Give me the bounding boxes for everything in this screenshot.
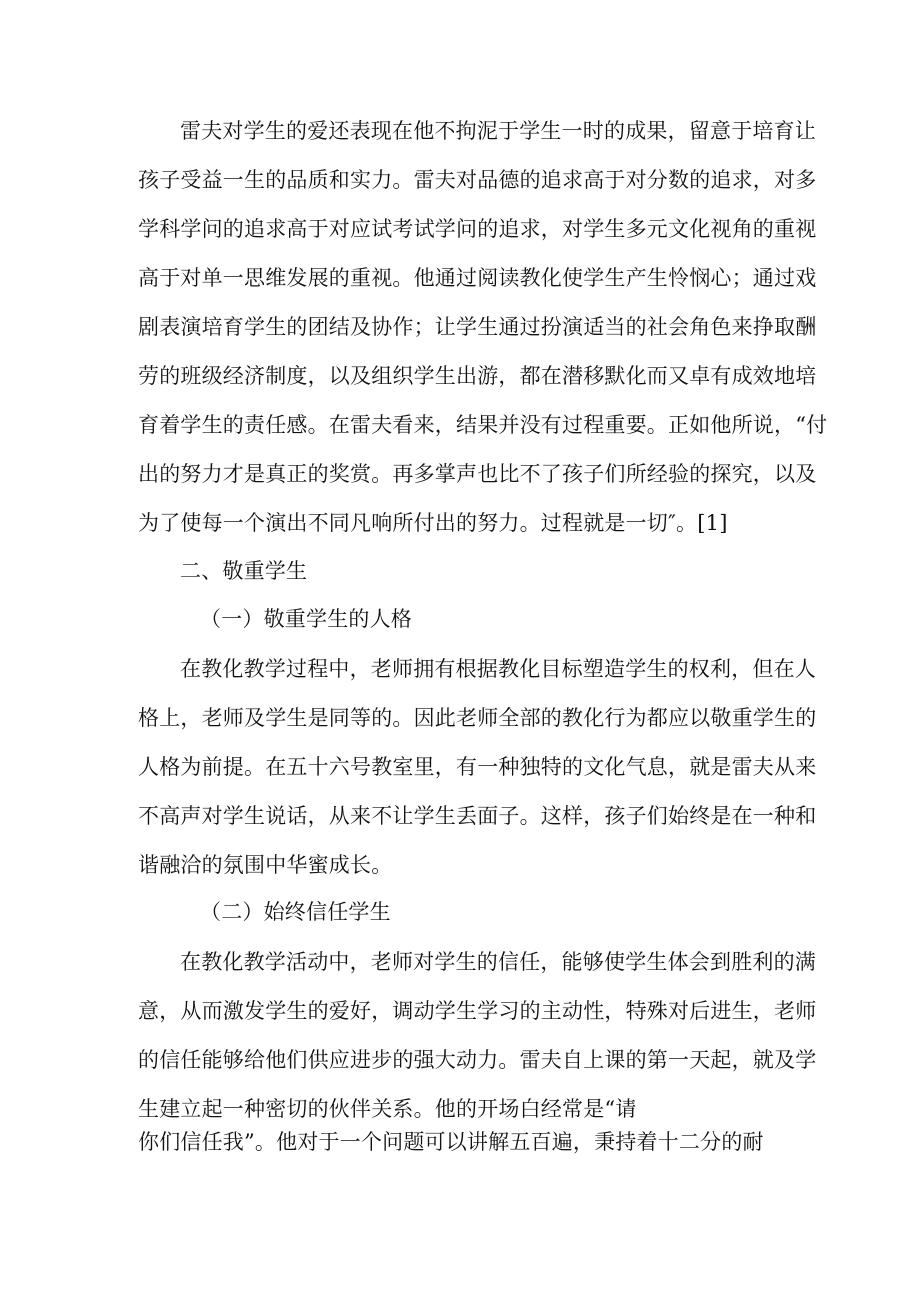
paragraph-3-line-1: 在教化教学活动中，老师对学生的信任，能够使学生体会到胜利的满: [180, 950, 816, 974]
paragraph-2-line-5: 谐融洽的氛围中华蜜成长。: [138, 853, 393, 877]
paragraph-2-line-4: 不高声对学生说话，从来不让学生丢面子。这样，孩子们始终是在一种和: [138, 804, 817, 828]
paragraph-2-line-2: 格上，老师及学生是同等的。因此老师全部的教化行为都应以敬重学生的: [138, 706, 817, 730]
section-heading: 二、敬重学生: [180, 559, 308, 583]
paragraph-3-line-3: 的信任能够给他们供应进步的强大动力。雷夫自上课的第一天起，就及学: [138, 1048, 817, 1072]
paragraph-3-line-5: 你们信任我”。他对于一个问题可以讲解五百遍，秉持着十二分的耐: [138, 1130, 764, 1154]
subheading-1: （一）敬重学生的人格: [200, 607, 412, 631]
paragraph-1-line-4: 高于对单一思维发展的重视。他通过阅读教化使学生产生怜悯心；通过戏: [138, 266, 817, 290]
paragraph-2-line-3: 人格为前提。在五十六号教室里，有一种独特的文化气息，就是雷夫从来: [138, 755, 817, 779]
paragraph-1-line-8: 出的努力才是真正的奖赏。再多掌声也比不了孩子们所经验的探究，以及: [138, 462, 817, 486]
paragraph-3-line-2: 意，从而激发学生的爱好，调动学生学习的主动性，特殊对后进生，老师: [138, 999, 817, 1023]
paragraph-1-line-7: 育着学生的责任感。在雷夫看来，结果并没有过程重要。正如他所说，“付: [138, 413, 828, 437]
paragraph-3-line-4: 生建立起一种密切的伙伴关系。他的开场白经常是“请: [138, 1097, 637, 1121]
paragraph-1-line-1: 雷夫对学生的爱还表现在他不拘泥于学生一时的成果，留意于培育让: [180, 119, 816, 143]
paragraph-2-line-1: 在教化教学过程中，老师拥有根据教化目标塑造学生的权利，但在人: [180, 657, 816, 681]
paragraph-1-line-5: 剧表演培育学生的团结及协作；让学生通过扮演适当的社会角色来挣取酬: [138, 315, 817, 339]
paragraph-1-line-2: 孩子受益一生的品质和实力。雷夫对品德的追求高于对分数的追求，对多: [138, 168, 817, 192]
subheading-2: （二）始终信任学生: [200, 900, 391, 924]
paragraph-1-line-9: 为了使每一个演出不同凡响所付出的努力。过程就是一切″。[1]: [138, 511, 728, 535]
paragraph-1-line-6: 劳的班级经济制度，以及组织学生出游，都在潜移默化而又卓有成效地培: [138, 364, 817, 388]
paragraph-1-line-3: 学科学问的追求高于对应试考试学问的追求，对学生多元文化视角的重视: [138, 217, 817, 241]
